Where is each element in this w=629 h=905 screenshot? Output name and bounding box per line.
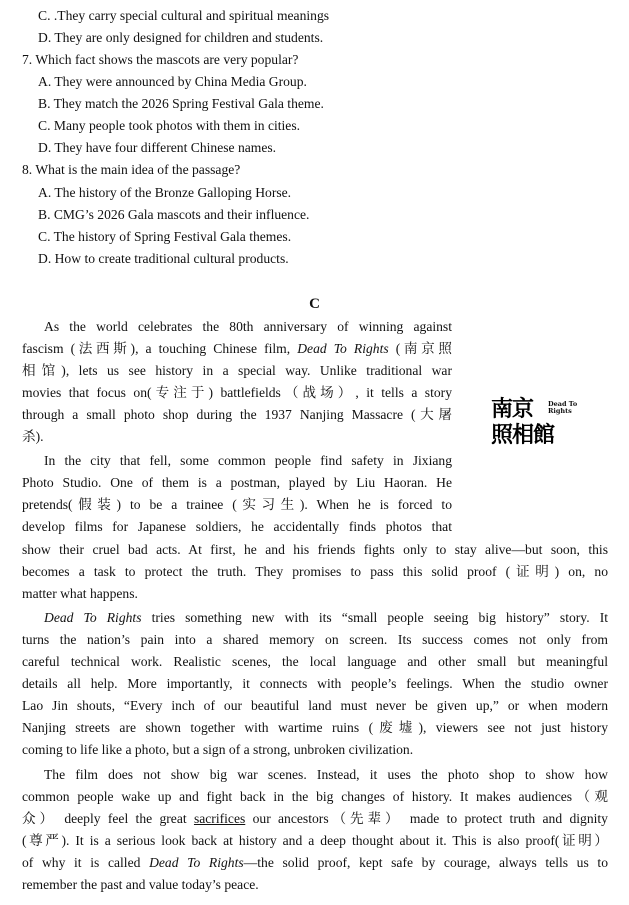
option-b-q7: B. They match the 2026 Spring Festival Gala theme.	[38, 96, 324, 111]
p2-line-1: In the city that fell, some common people find safety in Jixiang	[44, 453, 452, 468]
p3-line-1: Dead To Rights tries something new with its “small people seeing big history” story. It	[44, 610, 609, 625]
option-c-q8: C. The history of Spring Festival Gala themes.	[38, 229, 292, 244]
logo-line-2: 照相館	[491, 422, 555, 448]
option-d-q8: D. How to create traditional cultural products.	[38, 251, 289, 266]
option-c-q6: C. .They carry special cultural and spiritual meanings	[38, 8, 330, 23]
p3-line-2: turns the nation’s pain into a shared memory on screen. Its success comes not only from	[22, 632, 608, 647]
p3-line-4: details all help. More importantly, it connects with people’s feelings. When the studio owner	[22, 676, 608, 691]
p2-line-6: becomes a task to protect the truth. They promises to pass this solid proof (证明) on, no	[22, 564, 608, 579]
p1-line-6: 杀).	[22, 429, 44, 444]
question-8-stem: 8. What is the main idea of the passage?	[22, 162, 241, 177]
p4-line-3: 众） deeply feel the great sacrifices our ancestors（先辈） made to protect truth and dignity	[22, 811, 608, 826]
option-d-q6: D. They are only designed for children and students.	[38, 30, 324, 45]
film-title: Dead To Rights	[297, 341, 389, 356]
p3-line-3: careful technical work. Realistic scenes, the local language and other small but meaningful	[22, 654, 608, 669]
logo-line-1: 南京	[491, 396, 534, 422]
p3-line-7: coming to life like a photo, but a sign of a strong, unbroken civilization.	[22, 742, 414, 757]
p1-line-3: 相馆), lets us see history in a special way. Unlike traditional war	[22, 363, 452, 378]
option-c-q7: C. Many people took photos with them in cities.	[38, 118, 301, 133]
option-a-q7: A. They were announced by China Media Group.	[38, 74, 307, 89]
question-7-stem: 7. Which fact shows the mascots are very popular?	[22, 52, 299, 67]
p4-line-1: The film does not show big war scenes. Instead, it uses the photo shop to show how	[44, 767, 608, 782]
option-a-q8: A. The history of the Bronze Galloping Horse.	[38, 185, 292, 200]
p2-line-2: Photo Studio. One of them is a postman, played by Liu Haoran. He	[22, 475, 452, 490]
p2-line-5: show their cruel bad acts. At first, he and his friends fights only to stay alive—but soon, this	[22, 542, 608, 557]
p1-line-5: through a small photo shop during the 1937 Nanjing Massacre (大屠	[22, 407, 452, 422]
p1-line-4: movies that focus on(专注于) battlefields（战场）, it tells a story	[22, 385, 452, 400]
p1-line-1: As the world celebrates the 80th anniversary of winning against	[44, 319, 452, 334]
p3-line-5: Lao Jin shouts, “Every inch of our beautiful land must never be given up,” or when modern	[22, 698, 608, 713]
p3-line-6: Nanjing streets are shown together with wartime ruins (废墟), viewers see not just history	[22, 720, 608, 735]
film-logo	[491, 396, 601, 452]
passage-title: C	[309, 296, 320, 312]
logo-small-text: Dead To Rights	[548, 400, 578, 415]
p1-line-2: fascism (法西斯), a touching Chinese film, Dead To Rights (南京照	[22, 341, 452, 356]
option-d-q7: D. They have four different Chinese names.	[38, 140, 277, 155]
p4-line-2: common people wake up and fight back in the big changes of history. It makes audiences（观	[22, 789, 608, 804]
p4-line-6: remember the past and value today’s peace.	[22, 877, 259, 892]
p4-line-4: (尊严). It is a serious look back at history and a deep thought about it. This is also proof(证明）	[22, 833, 608, 848]
p2-line-7: matter what happens.	[22, 586, 138, 601]
p2-line-3: pretends(假装) to be a trainee (实习生). When he is forced to	[22, 497, 452, 512]
option-b-q8: B. CMG’s 2026 Gala mascots and their influence.	[38, 207, 310, 222]
underlined-word: sacrifices	[193, 811, 246, 826]
p2-line-4: develop films for Japanese soldiers, he accidentally finds photos that	[22, 519, 452, 534]
p4-line-5: of why it is called Dead To Rights—the solid proof, kept safe by courage, always tells us to	[22, 855, 608, 870]
